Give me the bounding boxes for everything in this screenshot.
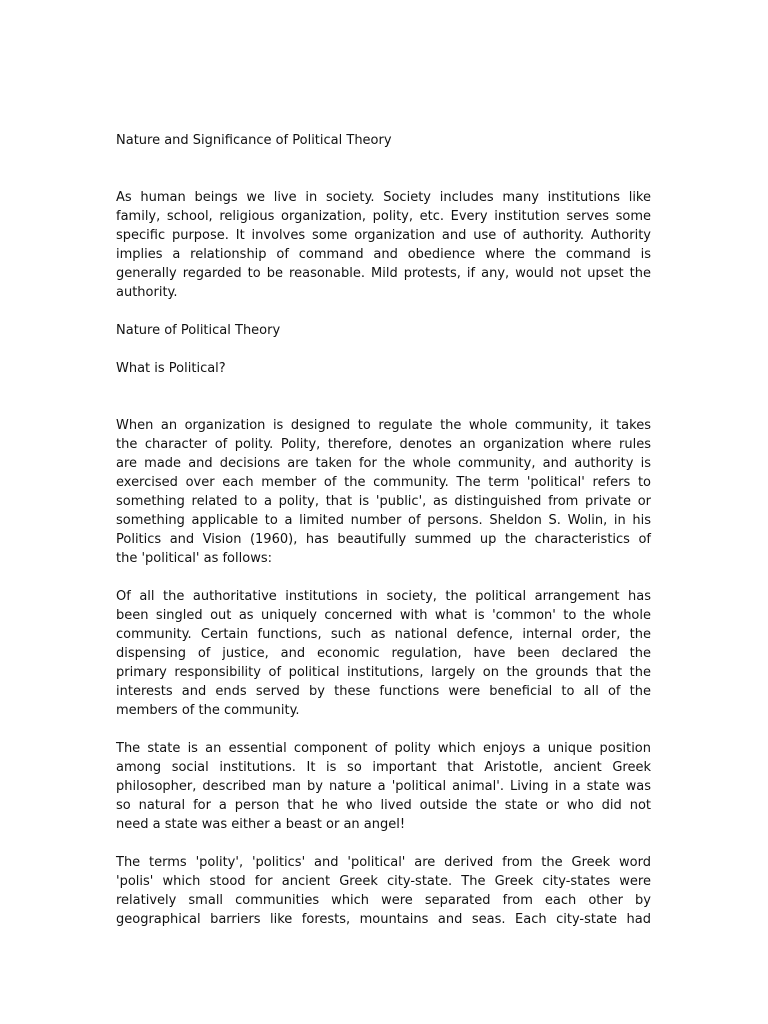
paragraph-intro bbox=[116, 188, 651, 302]
paragraph-line: authority. bbox=[116, 285, 178, 300]
paragraph-line: 'polis' which stood for ancient Greek city-state. The Greek city-states were bbox=[116, 874, 651, 889]
paragraph-line: philosopher, described man by nature a 'political animal'. Living in a state was bbox=[116, 779, 651, 794]
paragraph-polis bbox=[116, 853, 651, 929]
paragraph-line: Of all the authoritative institutions in society, the political arrangement has bbox=[116, 589, 651, 604]
document-title: Nature and Significance of Political Theory bbox=[116, 133, 392, 148]
paragraph-line: When an organization is designed to regulate the whole community, it takes bbox=[116, 418, 651, 433]
paragraph-line: The terms 'polity', 'politics' and 'political' are derived from the Greek word bbox=[116, 855, 651, 870]
spacer bbox=[116, 340, 651, 359]
section-heading-political: What is Political? bbox=[116, 361, 226, 376]
paragraph-line: something applicable to a limited number of persons. Sheldon S. Wolin, in his bbox=[116, 513, 651, 528]
spacer bbox=[116, 150, 651, 188]
spacer bbox=[116, 378, 651, 416]
paragraph-line: something related to a polity, that is 'public', as distinguished from private or bbox=[116, 494, 651, 509]
paragraph-line: community. Certain functions, such as national defence, internal order, the bbox=[116, 627, 651, 642]
paragraph-line: dispensing of justice, and economic regulation, have been declared the bbox=[116, 646, 651, 661]
paragraph-line: geographical barriers like forests, mountains and seas. Each city-state had bbox=[116, 912, 651, 927]
paragraph-line: interests and ends served by these functions were beneficial to all of the bbox=[116, 684, 651, 699]
paragraph-line: exercised over each member of the community. The term 'political' refers to bbox=[116, 475, 651, 490]
paragraph-line: family, school, religious organization, polity, etc. Every institution serves some bbox=[116, 209, 651, 224]
spacer bbox=[116, 302, 651, 321]
section-heading-nature: Nature of Political Theory bbox=[116, 323, 281, 338]
paragraph-line: members of the community. bbox=[116, 703, 300, 718]
paragraph-state bbox=[116, 739, 651, 834]
paragraph-line: need a state was either a beast or an angel! bbox=[116, 817, 406, 832]
paragraph-line: generally regarded to be reasonable. Mild protests, if any, would not upset the bbox=[116, 266, 651, 281]
paragraph-line: relatively small communities which were separated from each other by bbox=[116, 893, 651, 908]
spacer bbox=[116, 834, 651, 853]
paragraph-line: been singled out as uniquely concerned with what is 'common' to the whole bbox=[116, 608, 651, 623]
paragraph-line: are made and decisions are taken for the whole community, and authority is bbox=[116, 456, 651, 471]
paragraph-polity bbox=[116, 416, 651, 568]
document-page bbox=[116, 131, 651, 929]
paragraph-line: among social institutions. It is so important that Aristotle, ancient Greek bbox=[116, 760, 651, 775]
paragraph-line: so natural for a person that he who lived outside the state or who did not bbox=[116, 798, 651, 813]
paragraph-line: primary responsibility of political institutions, largely on the grounds that the bbox=[116, 665, 651, 680]
paragraph-line: the 'political' as follows: bbox=[116, 551, 272, 566]
paragraph-wolin-quote bbox=[116, 587, 651, 720]
paragraph-line: implies a relationship of command and obedience where the command is bbox=[116, 247, 651, 262]
spacer bbox=[116, 568, 651, 587]
paragraph-line: The state is an essential component of polity which enjoys a unique position bbox=[116, 741, 651, 756]
paragraph-line: the character of polity. Polity, therefore, denotes an organization where rules bbox=[116, 437, 651, 452]
paragraph-line: Politics and Vision (1960), has beautifully summed up the characteristics of bbox=[116, 532, 651, 547]
paragraph-line: specific purpose. It involves some organization and use of authority. Authority bbox=[116, 228, 651, 243]
spacer bbox=[116, 720, 651, 739]
paragraph-line: As human beings we live in society. Society includes many institutions like bbox=[116, 190, 651, 205]
